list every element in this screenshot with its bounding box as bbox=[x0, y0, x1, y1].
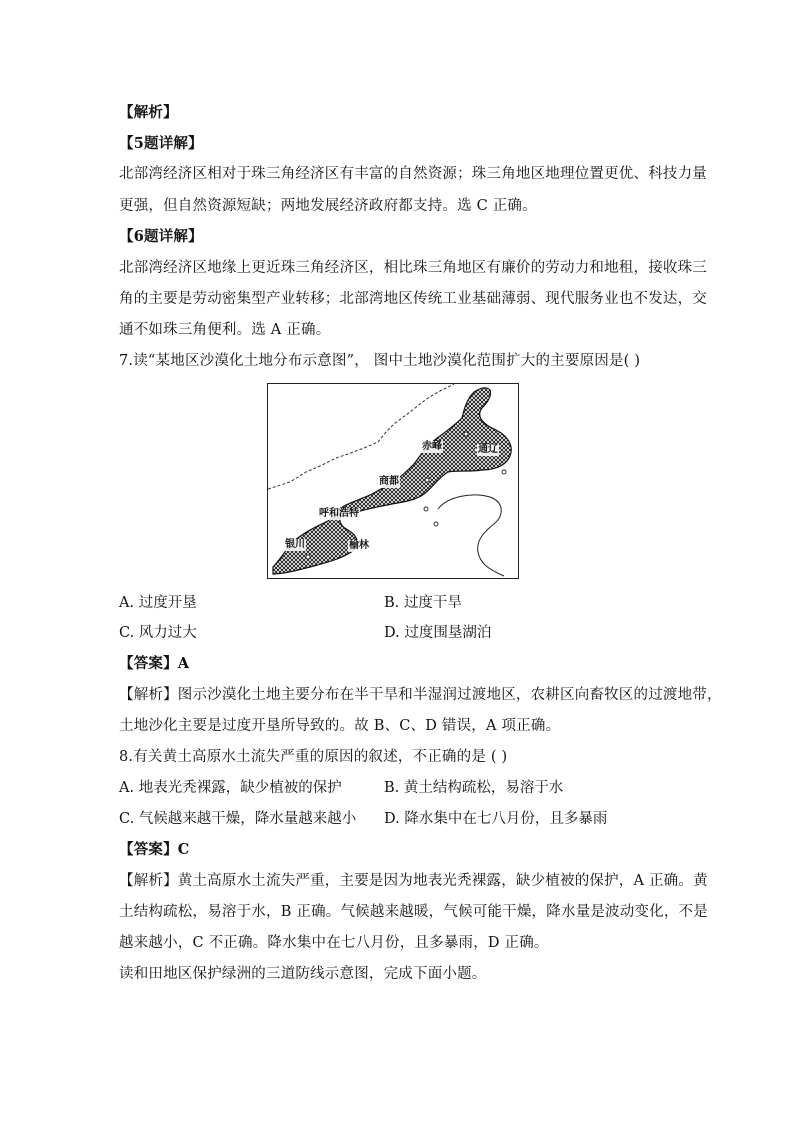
q8-analysis-line-1: 【解析】黄土高原水土流失严重，主要是因为地表光秃裸露，缺少植被的保护，A 正确。黄 bbox=[119, 873, 708, 889]
q6-heading: 【6题详解】 bbox=[119, 228, 203, 245]
river-line bbox=[438, 495, 504, 576]
place-shangdu: 商都 bbox=[379, 476, 399, 487]
q5-line-1: 北部湾经济区相对于珠三角经济区有丰富的自然资源；珠三角地区地理位置更优、科技力量 bbox=[119, 166, 707, 182]
q7-answer: 【答案】A bbox=[119, 655, 190, 672]
place-yinchuan: 银川 bbox=[285, 539, 305, 550]
q6-line-2: 角的主要是劳动密集型产业转移；北部湾地区传统工业基础薄弱、现代服务业也不发达，交 bbox=[119, 291, 707, 307]
place-tongliao: 通辽 bbox=[478, 444, 498, 455]
q7-option-a: A. 过度开垦 bbox=[119, 595, 197, 611]
q8-analysis-line-2: 土结构疏松，易溶于水，B 正确。气候越来越暖，气候可能干燥，降水量是波动变化，不是 bbox=[119, 904, 708, 920]
place-hohhot: 呼和浩特 bbox=[319, 508, 359, 519]
q8-answer: 【答案】C bbox=[119, 841, 190, 858]
analysis-heading: 【解析】 bbox=[119, 104, 178, 121]
town-marker bbox=[502, 470, 506, 474]
q7-option-c: C. 风力过大 bbox=[119, 625, 197, 641]
town-marker bbox=[464, 432, 468, 436]
place-chifeng: 赤峰 bbox=[422, 441, 442, 452]
q8-option-b: B. 黄土结构疏松，易溶于水 bbox=[384, 780, 564, 796]
q7-option-b: B. 过度干旱 bbox=[384, 595, 462, 611]
q6-line-1: 北部湾经济区地缘上更近珠三角经济区，相比珠三角地区有廉价的劳动力和地租，接收珠三 bbox=[119, 260, 707, 276]
q8-option-a: A. 地表光秃裸露，缺少植被的保护 bbox=[119, 780, 342, 796]
q8-analysis-line-3: 越来越小，C 不正确。降水集中在七八月份，且多暴雨，D 正确。 bbox=[119, 935, 549, 951]
q8-option-d: D. 降水集中在七八月份，且多暴雨 bbox=[384, 811, 608, 827]
q8-stem: 8.有关黄土高原水土流失严重的原因的叙述，不正确的是 ( ) bbox=[119, 749, 508, 765]
place-yulin: 榆林 bbox=[349, 540, 369, 551]
closing-prompt: 读和田地区保护绿洲的三道防线示意图，完成下面小题。 bbox=[119, 966, 487, 982]
q8-option-c: C. 气候越来越干燥，降水量越来越小 bbox=[119, 811, 357, 827]
q5-line-2: 更强，但自然资源短缺；两地发展经济政府都支持。选 C 正确。 bbox=[119, 198, 537, 214]
desertification-map bbox=[267, 383, 519, 579]
q7-analysis-line-1: 【解析】图示沙漠化土地主要分布在半干旱和半湿润过渡地区，农耕区向畜牧区的过渡地带， bbox=[119, 687, 722, 703]
town-marker bbox=[424, 507, 428, 511]
q7-option-d: D. 过度围垦湖泊 bbox=[384, 625, 492, 641]
q5-heading: 【5题详解】 bbox=[119, 135, 203, 152]
town-marker bbox=[306, 555, 310, 559]
q6-line-3: 通不如珠三角便利。选 A 正确。 bbox=[119, 322, 331, 338]
q7-stem: 7.读“某地区沙漠化土地分布示意图”， 图中土地沙漠化范围扩大的主要原因是( ) bbox=[119, 353, 641, 369]
q7-analysis-line-2: 土地沙化主要是过度开垦所导致的。故 B、C、D 错误，A 项正确。 bbox=[119, 718, 561, 734]
town-marker bbox=[425, 478, 429, 482]
town-marker bbox=[434, 522, 438, 526]
